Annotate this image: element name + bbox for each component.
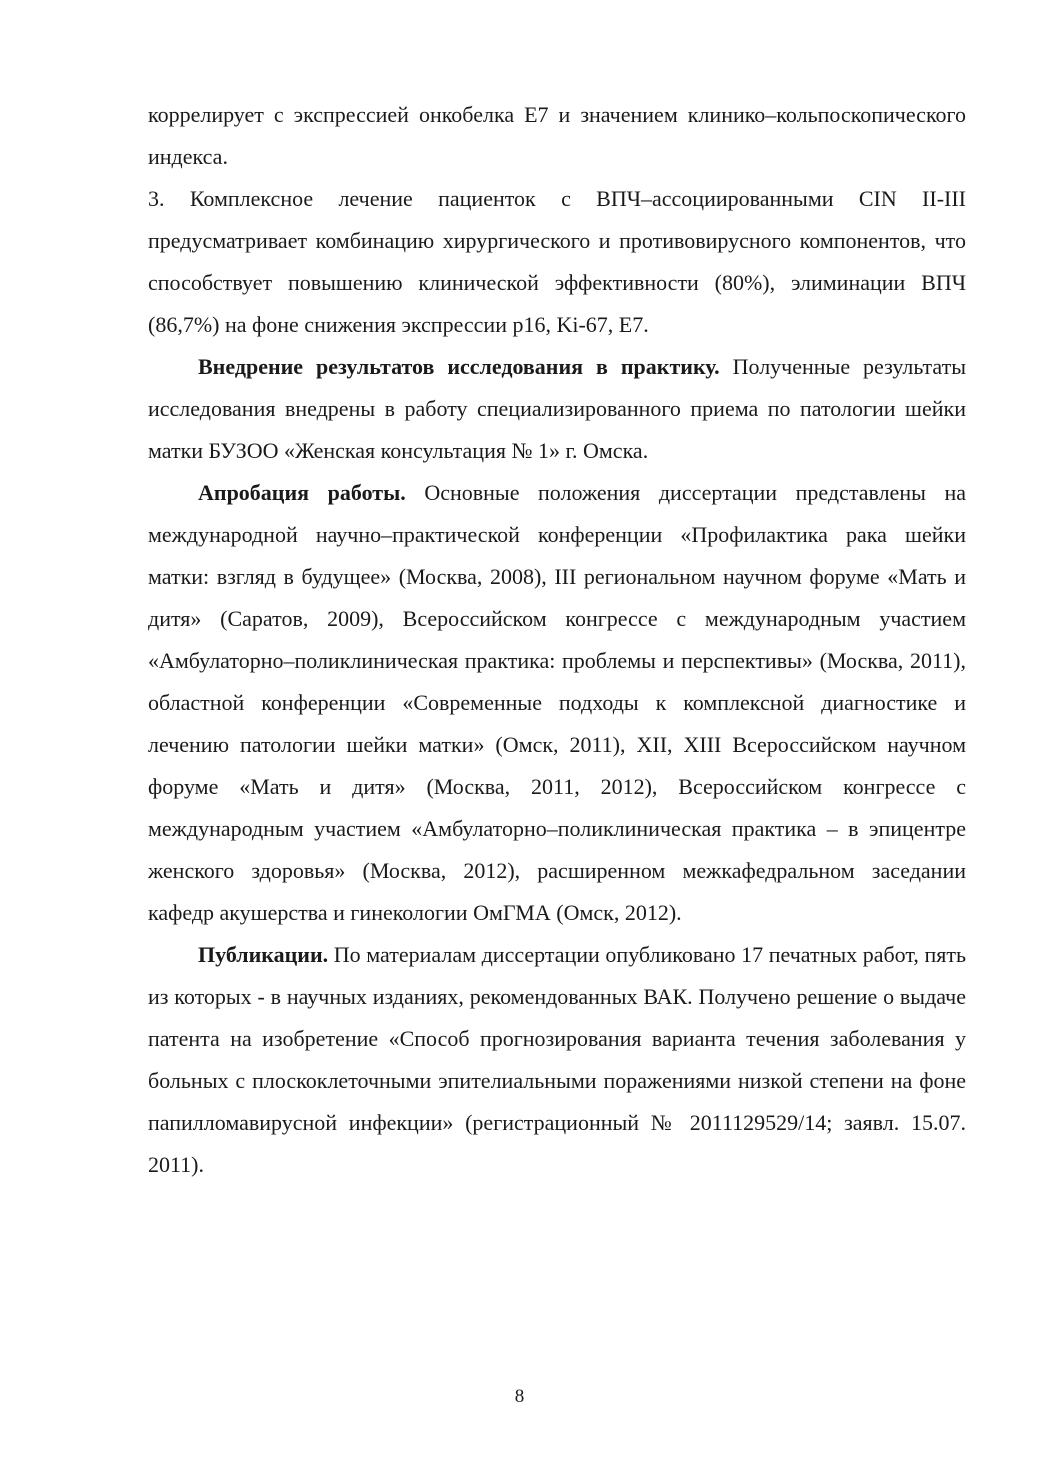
paragraph-text: 3. Комплексное лечение пациенток с ВПЧ–ассоциированными CIN II-III предусматривает комбинацию хирургического и противовирусного компонентов, что способствует повышению клинической эффективности (80%), элиминации ВПЧ (86,7%) на фоне снижения экспрессии p16, Ki-67, Е7. [148,186,966,337]
paragraph-text: Полученные результаты исследования внедрены в работу специализированного приема по патологии шейки матки БУЗОО «Женская консультация № 1» г. Омска. [148,354,966,463]
paragraph-approbation [148,472,966,934]
section-heading: Внедрение результатов исследования в практику. [198,354,720,379]
paragraph-text: коррелирует с экспрессией онкобелка Е7 и значением клинико–кольпоскопического индекса. [148,102,966,169]
paragraph-publications [148,934,966,1186]
paragraph-text: По материалам диссертации опубликовано 17 печатных работ, пять из которых - в научных изданиях, рекомендованных ВАК. Получено решение о выдаче патента на изобретение «Способ прогнозирования варианта течения заболевания у больных с плоскоклеточными эпителиальными поражениями низкой степени на фоне папилломавирусной инфекции» (регистрационный № 2011129529/14; заявл. 15.07. 2011). [148,942,966,1177]
section-heading: Апробация работы. [198,480,406,505]
section-heading: Публикации. [198,942,329,967]
paragraph-continuation [148,94,966,178]
paragraph-text: Основные положения диссертации представлены на международной научно–практической конференции «Профилактика рака шейки матки: взгляд в будущее» (Москва, 2008), III региональном научном форуме «Мать и дитя» (Саратов, 2009), Всероссийском конгрессе с международным участием «Амбулаторно–поликлиническая практика: проблемы и перспективы» (Москва, 2011), областной конференции «Современные подходы к комплексной диагностике и лечению патологии шейки матки» (Омск, 2011), XII, XIII Всероссийском научном форуме «Мать и дитя» (Москва, 2011, 2012), Всероссийском конгрессе с международным участием «Амбулаторно–поликлиническая практика – в эпицентре женского здоровья» (Москва, 2012), расширенном межкафедральном заседании кафедр акушерства и гинекологии ОмГМА (Омск, 2012). [148,480,966,925]
paragraph-conclusion-3 [148,178,966,346]
paragraph-implementation [148,346,966,472]
page-number: 8 [514,1386,525,1407]
document-body [148,94,966,1186]
